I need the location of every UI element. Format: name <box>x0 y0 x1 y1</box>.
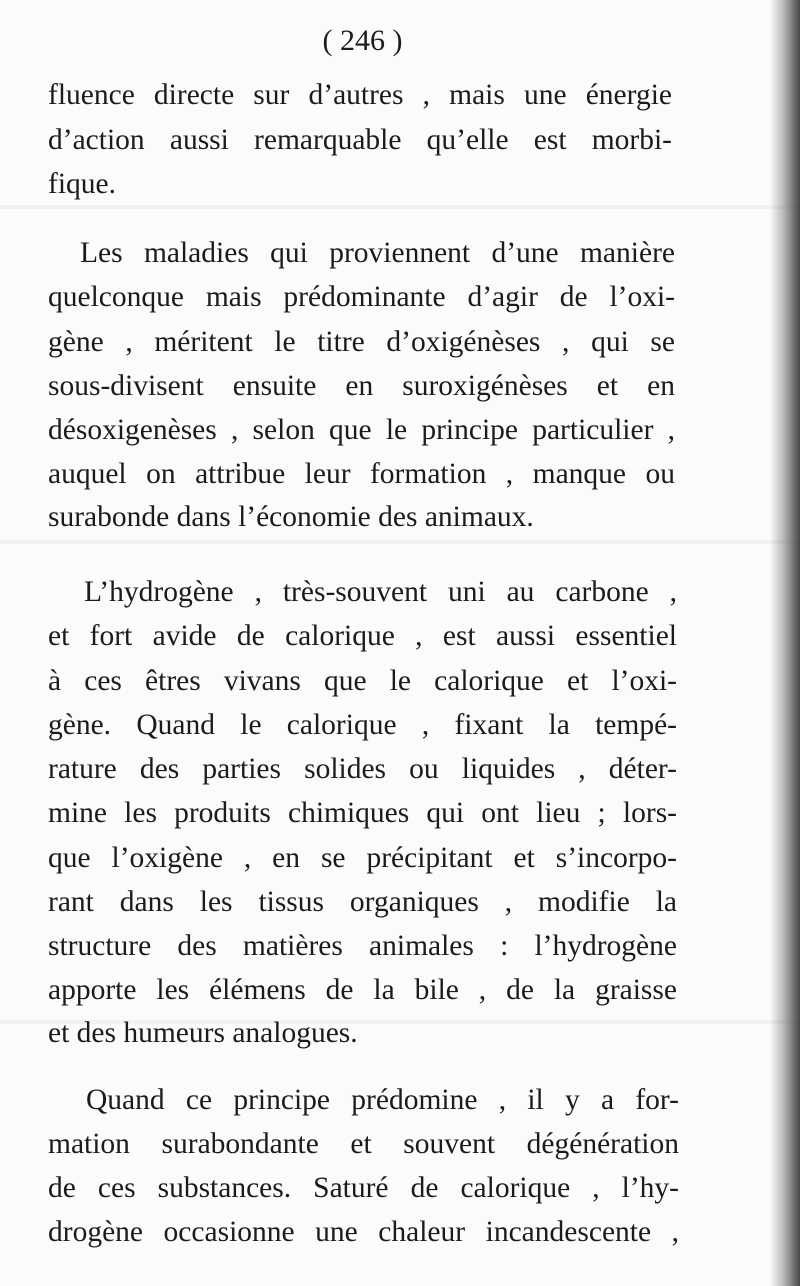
text-line: fluence directe sur d’autres , mais une énergie <box>48 79 672 111</box>
show-through <box>0 205 800 209</box>
text-line: surabonde dans l’économie des animaux. <box>48 501 534 533</box>
text-line: quelconque mais prédominante d’agir de l’oxi- <box>48 281 675 313</box>
text-line: Quand ce principe prédomine , il y a for- <box>86 1084 679 1116</box>
text-line: à ces êtres vivans que le calorique et l’oxi- <box>48 665 677 697</box>
text-line: sous-divisent ensuite en suroxigénèses et en <box>48 370 675 402</box>
page-binding-shadow <box>770 0 800 1286</box>
text-line: gène. Quand le calorique , fixant la tempé- <box>48 709 677 741</box>
text-line: Les maladies qui proviennent d’une manière <box>80 237 675 269</box>
text-line: structure des matières animales : l’hydrogène <box>48 930 677 962</box>
show-through <box>0 540 800 544</box>
text-line: auquel on attribue leur formation , manque ou <box>48 458 675 490</box>
text-line: et fort avide de calorique , est aussi essentiel <box>48 620 677 652</box>
text-line: que l’oxigène , en se précipitant et s’incorpo- <box>48 842 677 874</box>
text-line: apporte les élémens de la bile , de la graisse <box>48 974 677 1006</box>
text-line: mation surabondante et souvent dégénération <box>48 1128 679 1160</box>
text-line: désoxigenèses , selon que le principe particulier , <box>48 414 675 446</box>
text-line: rant dans les tissus organiques , modifie la <box>48 886 677 918</box>
text-line: drogène occasionne une chaleur incandescente , <box>48 1216 679 1248</box>
text-line: fique. <box>48 168 116 200</box>
text-line: L’hydrogène , très-souvent uni au carbone , <box>84 576 677 608</box>
text-line: de ces substances. Saturé de calorique , l’hy- <box>48 1172 679 1204</box>
text-line: et des humeurs analogues. <box>48 1017 358 1049</box>
text-line: d’action aussi remarquable qu’elle est morbi- <box>48 124 672 156</box>
text-line: gène , méritent le titre d’oxigénèses , qui se <box>48 326 675 358</box>
page-number: ( 246 ) <box>322 24 403 57</box>
text-line: mine les produits chimiques qui ont lieu ; lors- <box>48 797 677 829</box>
text-line: rature des parties solides ou liquides , déter- <box>48 753 677 785</box>
